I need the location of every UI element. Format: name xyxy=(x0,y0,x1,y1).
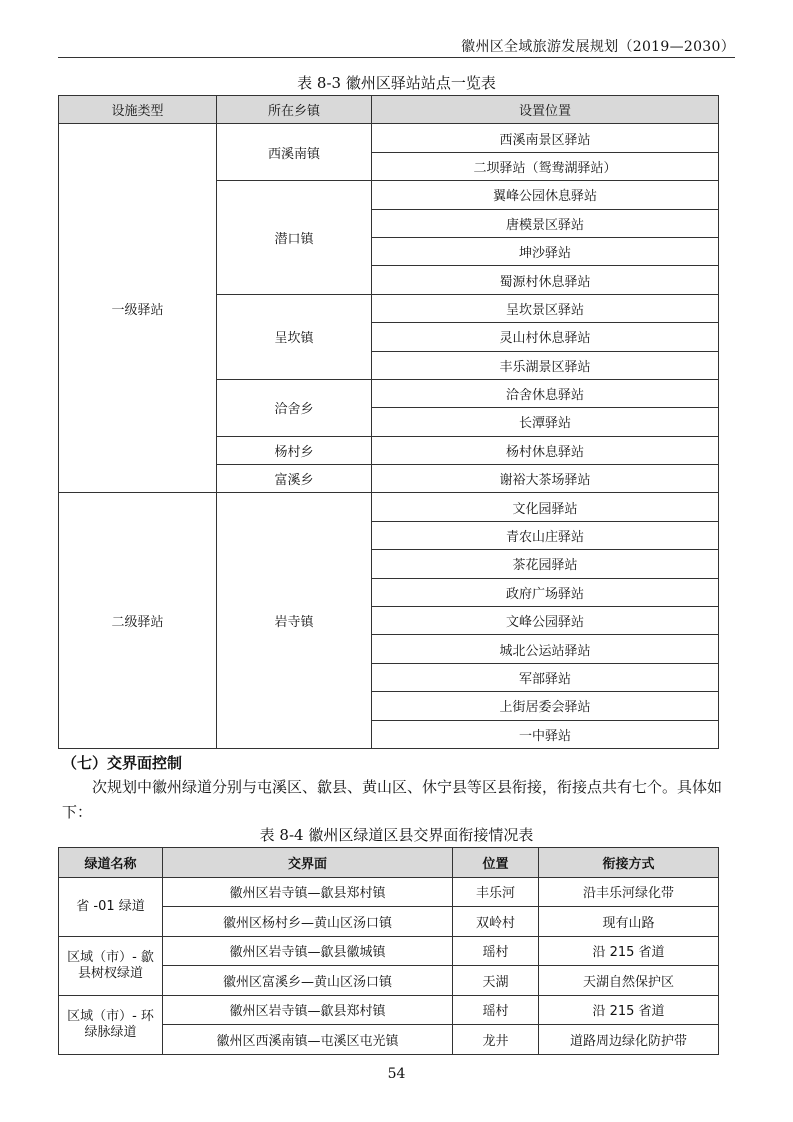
station-cell: 西溪南景区驿站 xyxy=(372,124,719,152)
station-cell: 唐模景区驿站 xyxy=(372,209,719,237)
interface-cell: 徽州区岩寺镇—歙县郑村镇 xyxy=(163,995,453,1025)
table-row xyxy=(59,124,719,152)
facility-type-cell: 二级驿站 xyxy=(59,493,217,749)
town-cell: 西溪南镇 xyxy=(217,124,372,181)
station-cell: 文化园驿站 xyxy=(372,493,719,521)
interface-cell: 徽州区杨村乡—黄山区汤口镇 xyxy=(163,907,453,937)
town-cell: 洽舍乡 xyxy=(217,379,372,436)
table-row xyxy=(59,995,719,1025)
station-cell: 二坝驿站（鸳鸯湖驿站） xyxy=(372,152,719,180)
column-header: 设置位置 xyxy=(372,96,719,124)
section-heading: （七）交界面控制 xyxy=(62,754,183,772)
town-cell: 呈坎镇 xyxy=(217,294,372,379)
method-cell: 天湖自然保护区 xyxy=(539,966,719,996)
station-cell: 长潭驿站 xyxy=(372,408,719,436)
table-row xyxy=(59,493,719,521)
column-header: 衔接方式 xyxy=(539,848,719,878)
interface-cell: 徽州区岩寺镇—歙县徽城镇 xyxy=(163,936,453,966)
method-cell: 沿 215 省道 xyxy=(539,995,719,1025)
station-cell: 丰乐湖景区驿站 xyxy=(372,351,719,379)
station-cell: 城北公运站驿站 xyxy=(372,635,719,663)
method-cell: 现有山路 xyxy=(539,907,719,937)
station-cell: 灵山村休息驿站 xyxy=(372,323,719,351)
running-header: 徽州区全域旅游发展规划（2019—2030） xyxy=(461,39,735,55)
location-cell: 双岭村 xyxy=(453,907,539,937)
station-cell: 坤沙驿站 xyxy=(372,237,719,265)
station-cell: 洽舍休息驿站 xyxy=(372,379,719,407)
station-cell: 翼峰公园休息驿站 xyxy=(372,181,719,209)
method-cell: 沿丰乐河绿化带 xyxy=(539,877,719,907)
interface-cell: 徽州区西溪南镇—屯溪区屯光镇 xyxy=(163,1025,453,1055)
location-cell: 瑶村 xyxy=(453,936,539,966)
town-cell: 富溪乡 xyxy=(217,465,372,493)
greenway-name-cell: 省 -01 绿道 xyxy=(59,877,163,936)
station-cell: 谢裕大茶场驿站 xyxy=(372,465,719,493)
table-header-row xyxy=(59,848,719,878)
greenway-name-cell: 区域（市）- 环绿脉绿道 xyxy=(59,995,163,1054)
column-header: 位置 xyxy=(453,848,539,878)
town-cell: 潜口镇 xyxy=(217,181,372,295)
table-header-row xyxy=(59,96,719,124)
method-cell: 道路周边绿化防护带 xyxy=(539,1025,719,1055)
facility-type-cell: 一级驿站 xyxy=(59,124,217,493)
station-cell: 呈坎景区驿站 xyxy=(372,294,719,322)
town-cell: 岩寺镇 xyxy=(217,493,372,749)
column-header: 交界面 xyxy=(163,848,453,878)
body-paragraph: 次规划中徽州绿道分别与屯溪区、歙县、黄山区、休宁县等区县衔接，衔接点共有七个。具体如下： xyxy=(62,778,723,821)
station-cell: 茶花园驿站 xyxy=(372,550,719,578)
location-cell: 瑶村 xyxy=(453,995,539,1025)
station-cell: 文峰公园驿站 xyxy=(372,607,719,635)
column-header: 设施类型 xyxy=(59,96,217,124)
greenway-name-cell: 区域（市）- 歙县树杈绿道 xyxy=(59,936,163,995)
station-cell: 政府广场驿站 xyxy=(372,578,719,606)
table-row xyxy=(59,936,719,966)
station-table xyxy=(58,95,719,749)
table2-caption: 表 8-4 徽州区绿道区县交界面衔接情况表 xyxy=(259,826,534,844)
table1-caption: 表 8-3 徽州区驿站站点一览表 xyxy=(297,74,496,92)
station-cell: 青农山庄驿站 xyxy=(372,521,719,549)
column-header: 绿道名称 xyxy=(59,848,163,878)
station-cell: 杨村休息驿站 xyxy=(372,436,719,464)
interface-table xyxy=(58,847,719,1055)
column-header: 所在乡镇 xyxy=(217,96,372,124)
station-cell: 蜀源村休息驿站 xyxy=(372,266,719,294)
method-cell: 沿 215 省道 xyxy=(539,936,719,966)
location-cell: 丰乐河 xyxy=(453,877,539,907)
header-rule xyxy=(58,57,735,58)
town-cell: 杨村乡 xyxy=(217,436,372,464)
station-cell: 一中驿站 xyxy=(372,720,719,748)
station-cell: 军部驿站 xyxy=(372,663,719,691)
location-cell: 龙井 xyxy=(453,1025,539,1055)
station-cell: 上街居委会驿站 xyxy=(372,692,719,720)
interface-cell: 徽州区富溪乡—黄山区汤口镇 xyxy=(163,966,453,996)
interface-cell: 徽州区岩寺镇—歙县郑村镇 xyxy=(163,877,453,907)
table-row xyxy=(59,877,719,907)
page-number: 54 xyxy=(387,1066,406,1082)
location-cell: 天湖 xyxy=(453,966,539,996)
